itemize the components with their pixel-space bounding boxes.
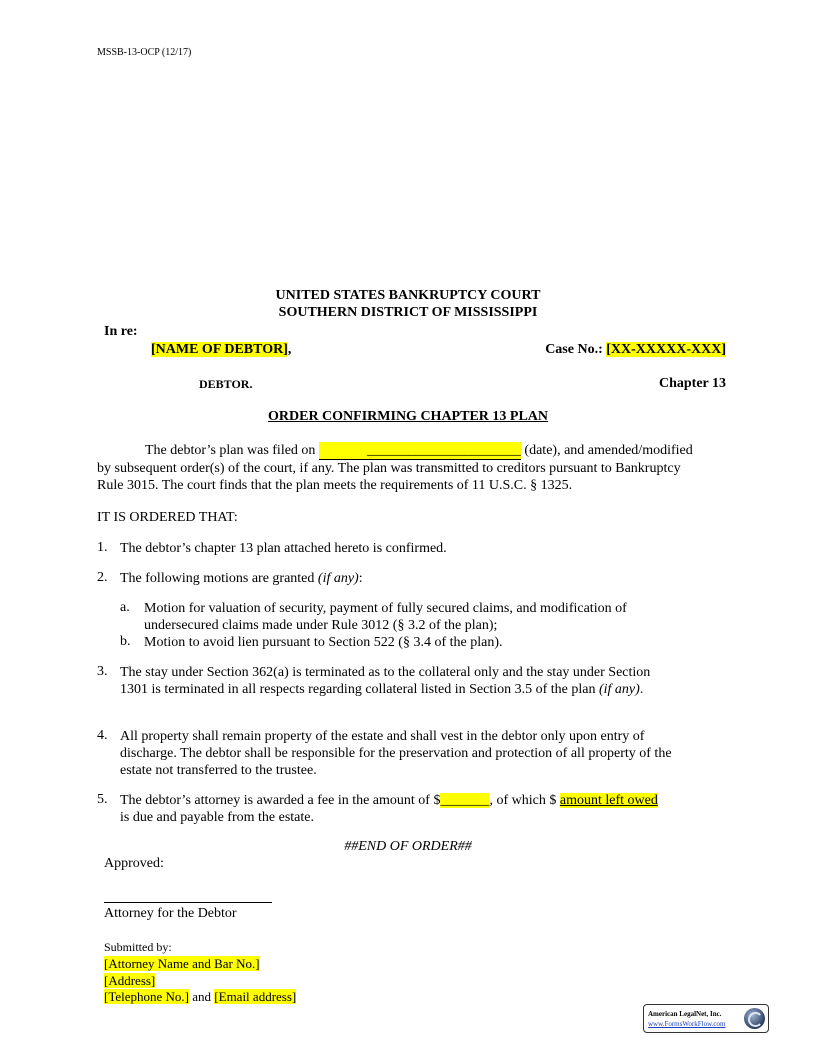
logo-company-name: American LegalNet, Inc.	[648, 1010, 722, 1018]
item-2-text: The following motions are granted (if any):	[120, 571, 363, 586]
item-number: 1.	[97, 540, 108, 555]
attorney-for-debtor-label: Attorney for the Debtor	[104, 906, 237, 921]
item-3-text: The stay under Section 362(a) is terminated as to the collateral only and the stay under Section 1301 is terminated in all respects regarding collateral listed in Section 3.5 of the plan (if any).	[120, 665, 651, 697]
signature-line	[104, 902, 272, 903]
item-1-text: The debtor’s chapter 13 plan attached hereto is confirmed.	[120, 541, 447, 556]
in-re-label: In re:	[104, 324, 138, 339]
sub-item-label: b.	[120, 634, 131, 649]
attorney-name-field[interactable]: [Attorney Name and Bar No.]	[104, 956, 260, 971]
approved-label: Approved:	[104, 856, 164, 871]
ordered-heading: IT IS ORDERED THAT:	[97, 510, 238, 525]
debtor-name-line: [NAME OF DEBTOR],	[151, 342, 292, 357]
submitted-by-label: Submitted by:	[104, 940, 172, 954]
logo-url-link[interactable]: www.FormsWorkFlow.com	[648, 1020, 726, 1028]
telephone-field[interactable]: [Telephone No.]	[104, 989, 190, 1004]
item-number: 3.	[97, 664, 108, 679]
intro-paragraph: The debtor’s plan was filed on ______________________ (date), and amended/modified by subsequent order(s) of the court, if any. The plan was transmitted to creditors pursuant to Bankruptcy Rule 3015. The court finds that the plan meets the requirements of 11 U.S.C. § 1325.	[97, 443, 693, 493]
contact-line: [Telephone No.] and [Email address]	[104, 989, 297, 1004]
sub-item-label: a.	[120, 600, 130, 615]
email-field[interactable]: [Email address]	[214, 989, 297, 1004]
sub-item-a-text: Motion for valuation of security, payment of fully secured claims, and modification of undersecured claims made under Rule 3012 (§ 3.2 of the plan);	[144, 601, 627, 633]
attorney-name-line	[104, 956, 260, 972]
debtor-name-field[interactable]: [NAME OF DEBTOR]	[151, 342, 288, 357]
form-id: MSSB-13-OCP (12/17)	[97, 47, 192, 58]
address-line	[104, 973, 155, 989]
globe-icon	[744, 1008, 765, 1029]
chapter-label: Chapter 13	[658, 376, 726, 391]
order-title: ORDER CONFIRMING CHAPTER 13 PLAN	[268, 409, 548, 424]
attorney-fee-field[interactable]: _______	[440, 793, 490, 808]
item-number: 5.	[97, 792, 108, 807]
case-number-line	[545, 342, 726, 358]
court-district: SOUTHERN DISTRICT OF MISSISSIPPI	[278, 305, 538, 320]
debtor-label: DEBTOR.	[199, 377, 253, 391]
filing-date-field[interactable]: ______________________	[319, 442, 521, 460]
address-field[interactable]: [Address]	[104, 973, 156, 988]
amount-left-owed-field[interactable]: amount left owed	[559, 793, 658, 808]
court-name: UNITED STATES BANKRUPTCY COURT	[275, 288, 541, 303]
item-5-text: The debtor’s attorney is awarded a fee in the amount of $_______, of which $ amount left owed is due and payable from the estate.	[120, 793, 658, 825]
case-number-label: Case No.:	[545, 342, 607, 357]
sub-item-b-text: Motion to avoid lien pursuant to Section 522 (§ 3.4 of the plan).	[144, 635, 503, 650]
americanlegalnet-logo[interactable]	[643, 1004, 769, 1033]
end-of-order: ##END OF ORDER##	[344, 839, 472, 854]
item-number: 2.	[97, 570, 108, 585]
case-number-field[interactable]: [XX-XXXXX-XXX]	[606, 342, 726, 357]
item-number: 4.	[97, 728, 108, 743]
item-4-text: All property shall remain property of the estate and shall vest in the debtor only upon entry of discharge. The debtor shall be responsible for the preservation and protection of all property of the estate not transferred to the trustee.	[120, 729, 672, 778]
